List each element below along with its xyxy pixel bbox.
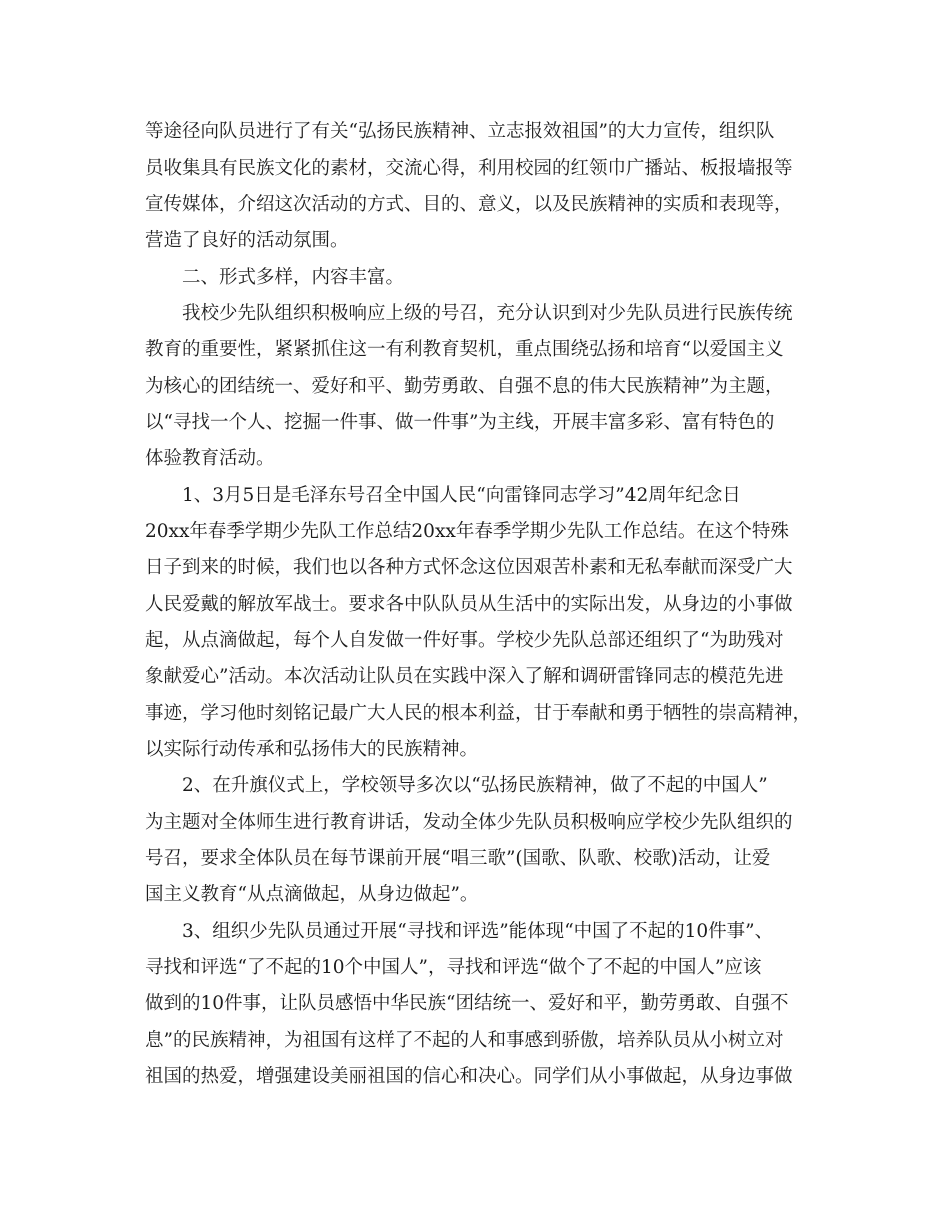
section-heading: 二、形式多样，内容丰富。 bbox=[182, 267, 405, 288]
text-line: 体验教育活动。 bbox=[145, 448, 275, 469]
text-line: 1、3月5日是毛泽东号召全中国人民“向雷锋同志学习”42周年纪念日 bbox=[182, 485, 741, 506]
text-line: 为核心的团结统一、爱好和平、勤劳勇敢、自强不息的伟大民族精神”为主题， bbox=[145, 376, 784, 397]
text-line: 祖国的热爱，增强建设美丽祖国的信心和决心。同学们从小事做起，从身边事做 bbox=[145, 1066, 793, 1087]
text-line: 号召，要求全体队员在每节课前开展“唱三歌”(国歌、队歌、校歌)活动，让爱 bbox=[145, 848, 771, 869]
text-line: 20xx年春季学期少先队工作总结20xx年春季学期少先队工作总结。在这个特殊 bbox=[145, 521, 789, 542]
text-line: 2、在升旗仪式上，学校领导多次以“弘扬民族精神，做了不起的中国人” bbox=[182, 775, 768, 796]
text-line: 为主题对全体师生进行教育讲话，发动全体少先队员积极响应学校少先队组织的 bbox=[145, 812, 793, 833]
text-line: 国主义教育“从点滴做起，从身边做起”。 bbox=[145, 884, 479, 905]
text-line: 人民爱戴的解放军战士。要求各中队队员从生活中的实际出发，从身边的小事做 bbox=[145, 594, 793, 615]
text-line: 日子到来的时候，我们也以各种方式怀念这位因艰苦朴素和无私奉献而深受广大 bbox=[145, 557, 793, 578]
text-line: 教育的重要性，紧紧抓住这一有利教育契机，重点围绕弘扬和培育“以爱国主义 bbox=[145, 339, 784, 360]
text-line: 以实际行动传承和弘扬伟大的民族精神。 bbox=[145, 739, 479, 760]
text-line: 营造了良好的活动氛围。 bbox=[145, 230, 349, 251]
text-line: 象献爱心”活动。本次活动让队员在实践中深入了解和调研雷锋同志的模范先进 bbox=[145, 666, 784, 687]
text-line: 等途径向队员进行了有关“弘扬民族精神、立志报效祖国”的大力宣传，组织队 bbox=[145, 121, 775, 142]
text-line: 3、组织少先队员通过开展“寻找和评选”能体现“中国了不起的10件事”、 bbox=[182, 921, 774, 942]
text-line: 宣传媒体，介绍这次活动的方式、目的、意义，以及民族精神的实质和表现等， bbox=[145, 194, 793, 215]
text-line: 事迹，学习他时刻铭记最广大人民的根本利益，甘于奉献和勇于牺牲的崇高精神， bbox=[145, 703, 812, 724]
text-line: 我校少先队组织积极响应上级的号召，充分认识到对少先队员进行民族传统 bbox=[182, 303, 793, 324]
text-line: 寻找和评选“了不起的10个中国人”，寻找和评选“做个了不起的中国人”应该 bbox=[145, 957, 762, 978]
text-line: 以“寻找一个人、挖掘一件事、做一件事”为主线，开展丰富多彩、富有特色的 bbox=[145, 412, 775, 433]
text-line: 起，从点滴做起，每个人自发做一件好事。学校少先队总部还组织了“为助残对 bbox=[145, 630, 784, 651]
text-line: 做到的10件事，让队员感悟中华民族“团结统一、爱好和平，勤劳勇敢、自强不 bbox=[145, 993, 789, 1014]
text-line: 员收集具有民族文化的素材，交流心得，利用校园的红领巾广播站、板报墙报等 bbox=[145, 158, 793, 179]
text-line: 息”的民族精神，为祖国有这样了不起的人和事感到骄傲，培养队员从小树立对 bbox=[145, 1030, 784, 1051]
